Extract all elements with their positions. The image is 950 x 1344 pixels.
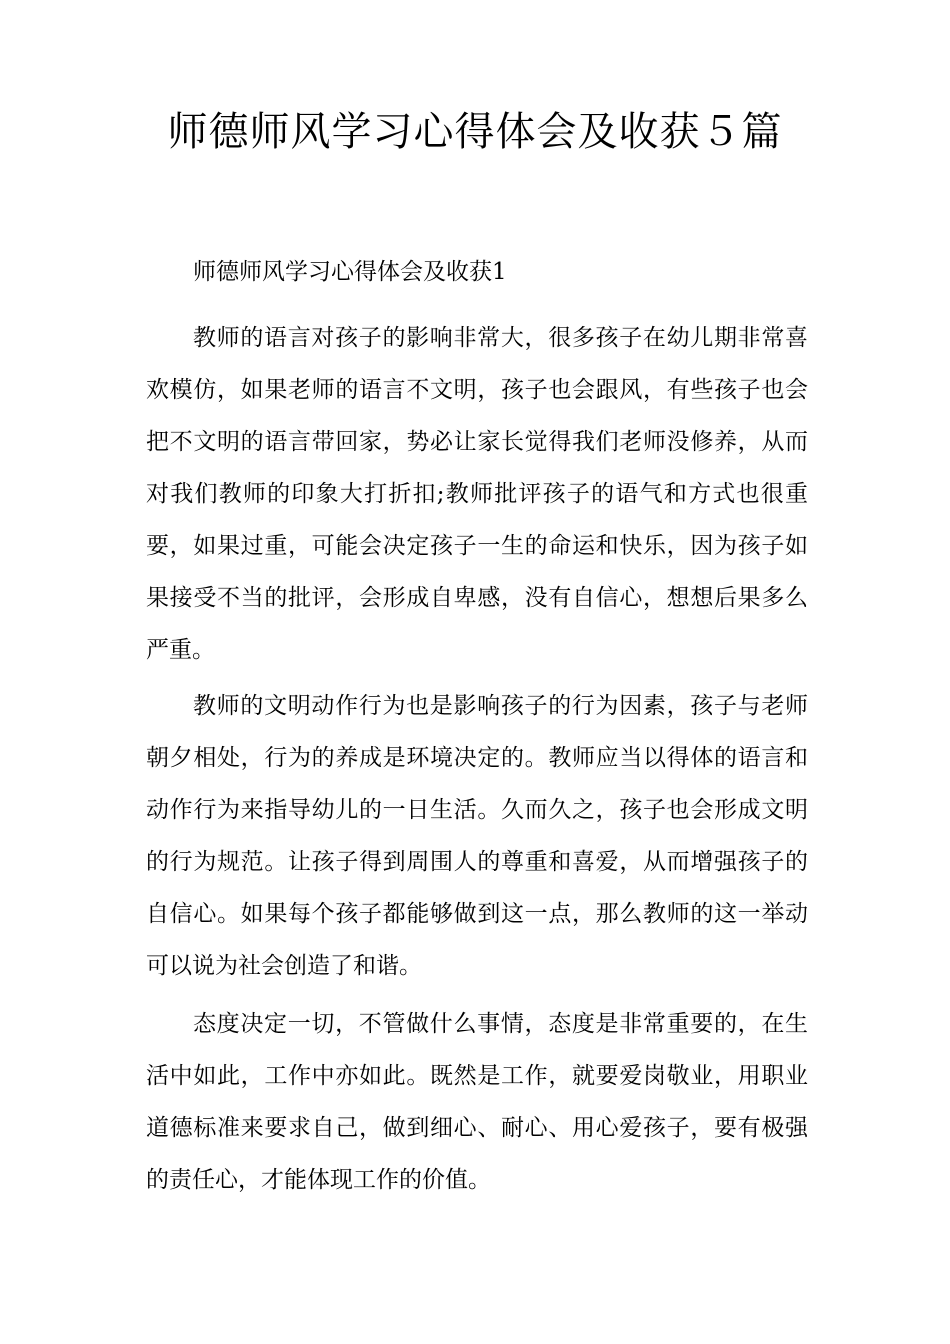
document-title: 师德师风学习心得体会及收获５篇 — [167, 109, 783, 155]
paragraph: 态度决定一切，不管做什么事情，态度是非常重要的，在生活中如此，工作中亦如此。既然是工作，就要爱岗敬业，用职业道德标准来要求自己，做到细心、耐心、用心爱孩子，要有极强的责任心，才能体现工作的价值。 — [146, 1011, 808, 1193]
paragraph: 教师的文明动作行为也是影响孩子的行为因素，孩子与老师朝夕相处，行为的养成是环境决定的。教师应当以得体的语言和动作行为来指导幼儿的一日生活。久而久之，孩子也会形成文明的行为规范。让孩子得到周围人的尊重和喜爱，从而增强孩子的自信心。如果每个孩子都能够做到这一点，那么教师的这一举动可以说为社会创造了和谐。 — [146, 693, 808, 979]
paragraph: 教师的语言对孩子的影响非常大，很多孩子在幼儿期非常喜欢模仿，如果老师的语言不文明，孩子也会跟风，有些孩子也会把不文明的语言带回家，势必让家长觉得我们老师没修养，从而对我们教师的印象大打折扣;教师批评孩子的语气和方式也很重要，如果过重，可能会决定孩子一生的命运和快乐，因为孩子如果接受不当的批评，会形成自卑感，没有自信心，想想后果多么严重。 — [146, 325, 808, 663]
section-heading: 师德师风学习心得体会及收获1 — [193, 259, 507, 285]
